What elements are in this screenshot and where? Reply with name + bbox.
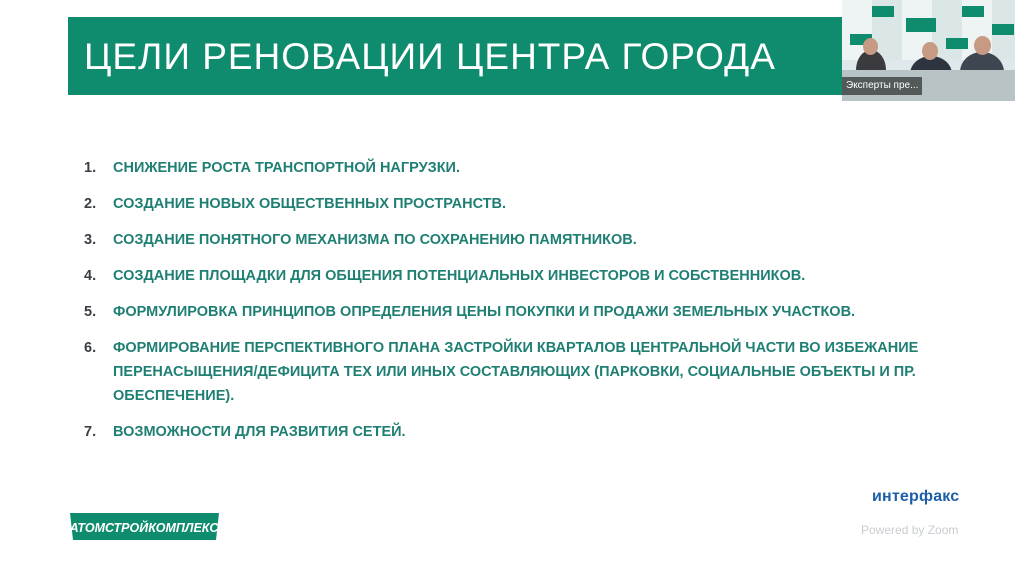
logo-left-text: АТОМСТРОЙКОМПЛЕКС — [69, 521, 219, 535]
list-item-number: 1. — [84, 160, 97, 176]
participant-2-head — [922, 42, 938, 60]
list-item-text: СОЗДАНИЕ ПЛОЩАДКИ ДЛЯ ОБЩЕНИЯ ПОТЕНЦИАЛЬНЫХ ИНВЕСТОРОВ И СОБСТВЕННИКОВ. — [113, 268, 806, 284]
list-item — [84, 192, 964, 216]
atomstroykompleks-logo — [67, 509, 222, 544]
list-item-number: 5. — [84, 304, 97, 320]
list-item-text: ВОЗМОЖНОСТИ ДЛЯ РАЗВИТИЯ СЕТЕЙ. — [113, 424, 406, 440]
backdrop-logo — [946, 38, 968, 49]
slide-title-bar — [68, 17, 868, 95]
list-item-text: ФОРМУЛИРОВКА ПРИНЦИПОВ ОПРЕДЕЛЕНИЯ ЦЕНЫ ПОКУПКИ И ПРОДАЖИ ЗЕМЕЛЬНЫХ УЧАСТКОВ. — [113, 304, 856, 320]
list-item-number: 4. — [84, 268, 97, 284]
list-item-text: СОЗДАНИЕ ПОНЯТНОГО МЕХАНИЗМА ПО СОХРАНЕНИЮ ПАМЯТНИКОВ. — [113, 232, 637, 248]
backdrop-logo — [872, 6, 894, 17]
backdrop-logo — [906, 18, 936, 32]
backdrop-logo — [962, 6, 984, 17]
list-item — [84, 300, 964, 324]
video-participant-label: Эксперты пре... — [842, 77, 922, 95]
list-item — [84, 156, 964, 180]
list-item-text: СНИЖЕНИЕ РОСТА ТРАНСПОРТНОЙ НАГРУЗКИ. — [113, 160, 461, 176]
participant-1-head — [863, 38, 878, 55]
list-item-number: 6. — [84, 340, 97, 356]
list-item-number: 2. — [84, 196, 97, 212]
zoom-watermark: Powered by Zoom — [861, 523, 959, 537]
list-item — [84, 336, 964, 408]
backdrop-logo — [992, 24, 1014, 35]
interfax-logo: интерфакс — [872, 488, 960, 505]
list-item — [84, 420, 964, 444]
slide-title: ЦЕЛИ РЕНОВАЦИИ ЦЕНТРА ГОРОДА — [84, 36, 776, 77]
list-item-text: СОЗДАНИЕ НОВЫХ ОБЩЕСТВЕННЫХ ПРОСТРАНСТВ. — [113, 196, 507, 212]
list-item — [84, 264, 964, 288]
participant-video-tile[interactable] — [842, 0, 1015, 101]
list-item-text: ФОРМИРОВАНИЕ ПЕРСПЕКТИВНОГО ПЛАНА ЗАСТРОЙКИ КВАРТАЛОВ ЦЕНТРАЛЬНОЙ ЧАСТИ ВО ИЗБЕЖАНИЕ ПЕРЕНАСЫЩЕНИЯ/ДЕФИЦИТА ТЕХ ИЛИ ИНЫХ СОСТАВЛЯЮЩИХ (ПАРКОВКИ, СОЦИАЛЬНЫЕ ОБЪЕКТЫ И ПР. ОБЕСПЕЧЕНИЕ). — [113, 340, 919, 404]
list-item-number: 3. — [84, 232, 97, 248]
list-item — [84, 228, 964, 252]
list-item-number: 7. — [84, 424, 97, 440]
participant-3-head — [974, 36, 991, 55]
goals-list — [84, 156, 964, 456]
